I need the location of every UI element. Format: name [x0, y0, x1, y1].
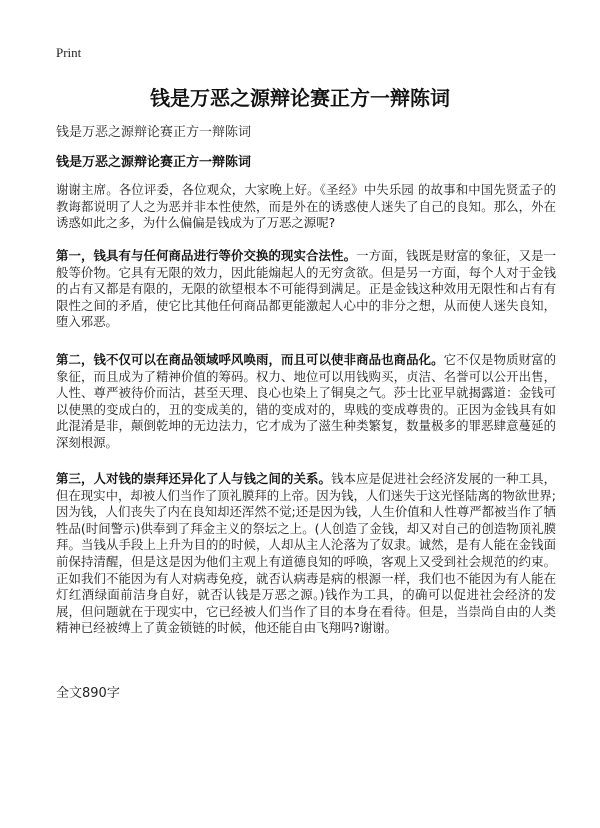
point-heading-1: 第一，钱具有与任何商品进行等价交换的现实合法性。 [56, 248, 357, 263]
print-label[interactable]: Print [56, 45, 82, 60]
point-body-1: 一方面，钱既是财富的象征，又是一般等价物。它具有无限的效力，因此能煽起人的无穷贪欲。但是另一方面，每个人对于金钱的占有又都是有限的，无限的欲望根本不可能得到满足。正是金钱这种效用无限性和占有有限性之间的矛盾，使它比其他任何商品都更能激起人心中的非分之想，从而使人迷失良知，堕入邪恶。 [56, 248, 557, 330]
point-paragraph-1 [56, 248, 556, 331]
point-heading-2: 第二，钱不仅可以在商品领域呼风唤雨，而且可以使非商品也商品化。 [56, 352, 444, 367]
point-body-3: 钱本应是促进社会经济发展的一种工具，但在现实中，却被人们当作了顶礼膜拜的上帝。因为钱，人们迷失于这光怪陆离的物欲世界;因为钱，人们丧失了内在良知却还浑然不觉;还是因为钱，人生价值和人性尊严都被当作了牺牲品(时间警示)供奉到了拜金主义的祭坛之上。(人创造了金钱，却又对自己的创造物顶礼膜拜。当钱从手段上上升为目的的时候，人却从主人沦落为了奴隶。诚然，是有人能在金钱面前保持清醒，但是这是因为他们主观上有道德良知的呼唤，客观上又受到社会规范的约束。正如我们不能因为有人对病毒免疫，就否认病毒是病的根源一样，我们也不能因为有人能在灯红酒绿面前洁身自好，就否认钱是万恶之源。)钱作为工具，的确可以促进社会经济的发展，但问题就在于现实中，它已经被人们当作了目的本身在看待。但是，当崇尚自由的人类精神已经被缚上了黄金锁链的时候，他还能自由飞翔吗?谢谢。 [56, 471, 557, 636]
point-body-2: 它不仅是物质财富的象征，而且成为了精神价值的筹码。权力、地位可以用钱购买，贞洁、名誉可以公开出售，人性、尊严被待价而沽，甚至天理、良心也染上了铜臭之气。莎士比亚早就揭露道：金钱可以使黑的变成白的，丑的变成美的，错的变成对的，卑贱的变成尊贵的。正因为金钱具有如此混淆是非，颠倒乾坤的无边法力，它才成为了滋生种类繁复，数量极多的罪恶肆意蔓延的深刻根源。 [56, 352, 557, 450]
page-title: 钱是万恶之源辩论赛正方一辩陈词 [150, 86, 450, 110]
word-count: 全文890字 [56, 686, 120, 701]
subtitle-bold: 钱是万恶之源辩论赛正方一辩陈词 [56, 155, 252, 170]
intro-paragraph: 谢谢主席。各位评委，各位观众，大家晚上好。《圣经》中失乐园 的故事和中国先贤孟子的教诲都说明了人之为恶并非本性使然，而是外在的诱惑使人迷失了自己的良知。那么，外在诱惑如此之多，为什么偏偏是钱成为了万恶之源呢? [56, 182, 556, 231]
point-paragraph-2 [56, 352, 556, 452]
point-heading-3: 第三，人对钱的崇拜还异化了人与钱之间的关系。 [56, 471, 332, 486]
subtitle-plain: 钱是万恶之源辩论赛正方一辩陈词 [56, 125, 252, 140]
point-paragraph-3 [56, 471, 556, 637]
